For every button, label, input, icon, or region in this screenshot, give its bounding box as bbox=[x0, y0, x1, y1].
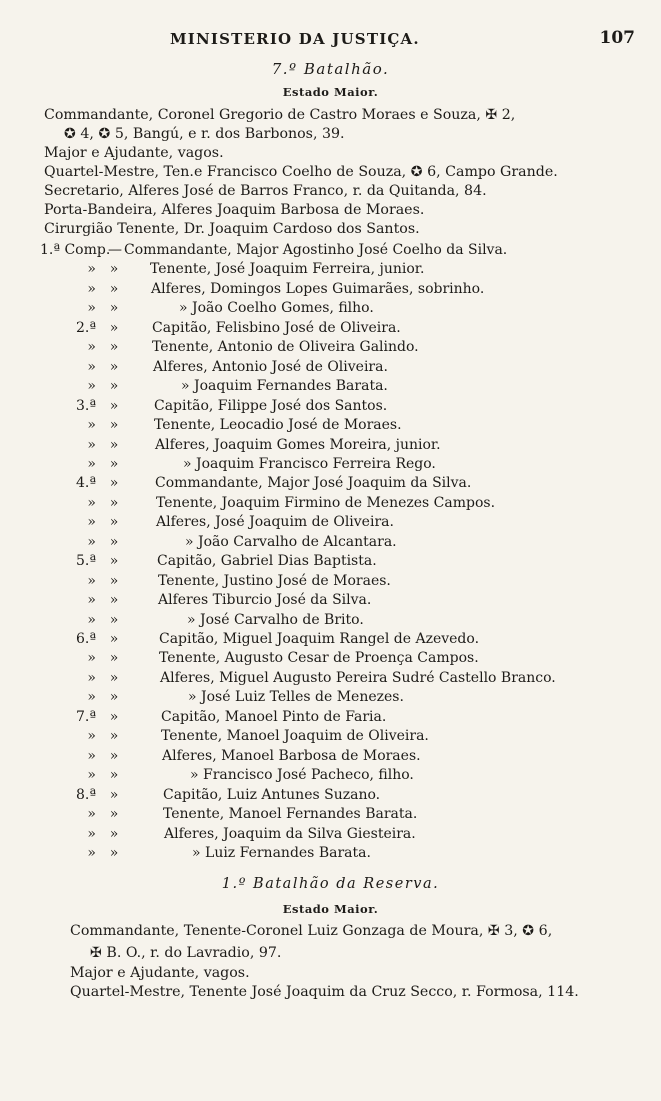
company-row bbox=[0, 416, 661, 435]
company-number: » bbox=[87, 689, 96, 706]
battalion-title: 7.º Batalhão. bbox=[271, 60, 390, 78]
company-number: » bbox=[87, 261, 96, 278]
officer-entry: Tenente, Manoel Joaquim de Oliveira. bbox=[161, 728, 429, 745]
company-number: » bbox=[87, 358, 96, 375]
page-number: 107 bbox=[599, 28, 635, 48]
company-row bbox=[0, 630, 661, 649]
company-row bbox=[0, 533, 661, 552]
reserve-staff-heading: Estado Maior. bbox=[282, 902, 379, 916]
ditto-mark: » bbox=[109, 494, 119, 511]
officer-entry: Alferes, Antonio José de Oliveira. bbox=[153, 358, 388, 375]
company-number: » bbox=[87, 650, 96, 667]
ditto-mark: » bbox=[109, 592, 119, 609]
company-row bbox=[0, 669, 661, 688]
company-row bbox=[0, 688, 661, 707]
staff-line: Cirurgião Tenente, Dr. Joaquim Cardoso dos Santos. bbox=[44, 221, 420, 237]
officer-entry: Commandante, Major José Joaquim da Silva. bbox=[155, 475, 472, 492]
ditto-mark: » bbox=[109, 572, 119, 589]
company-row bbox=[0, 280, 661, 299]
ditto-mark: » bbox=[109, 669, 119, 686]
company-number: 7.ª bbox=[75, 708, 96, 725]
company-row bbox=[0, 299, 661, 318]
ditto-mark: » bbox=[109, 747, 119, 764]
officer-entry: Tenente, Antonio de Oliveira Galindo. bbox=[152, 339, 419, 356]
officer-entry: Capitão, Luiz Antunes Suzano. bbox=[163, 786, 381, 803]
ditto-mark: » bbox=[109, 261, 119, 278]
ditto-mark: » bbox=[109, 358, 119, 375]
ditto-mark: » bbox=[109, 825, 119, 842]
company-row bbox=[0, 591, 661, 610]
company-row bbox=[0, 572, 661, 591]
company-number: » bbox=[87, 592, 96, 609]
company-number: » bbox=[87, 611, 96, 628]
company-row bbox=[0, 397, 661, 416]
company-number: » bbox=[87, 339, 96, 356]
ditto-mark: » bbox=[109, 786, 119, 803]
company-number: » bbox=[87, 533, 96, 550]
company-row bbox=[0, 844, 661, 863]
staff-line: Commandante, Coronel Gregorio de Castro Moraes e Souza, ✠ 2, bbox=[44, 107, 516, 123]
running-title: MINISTERIO DA JUSTIÇA. bbox=[170, 30, 420, 48]
company-row bbox=[0, 786, 661, 805]
staff-line: ✪ 4, ✪ 5, Bangú, e r. dos Barbonos, 39. bbox=[64, 126, 345, 142]
ditto-mark: » bbox=[109, 280, 119, 297]
officer-entry: Capitão, Miguel Joaquim Rangel de Azevedo. bbox=[159, 631, 480, 647]
company-row bbox=[0, 747, 661, 766]
company-number: 2.ª bbox=[75, 319, 96, 336]
ditto-mark: » bbox=[109, 339, 119, 356]
officer-entry: Alferes, José Joaquim de Oliveira. bbox=[156, 514, 394, 531]
company-row bbox=[0, 805, 661, 824]
staff-line: Porta-Bandeira, Alferes Joaquim Barbosa de Moraes. bbox=[44, 202, 425, 218]
officer-entry: » José Luiz Telles de Menezes. bbox=[188, 689, 404, 706]
ditto-mark: » bbox=[109, 300, 119, 317]
staff-line: Secretario, Alferes José de Barros Franco, r. da Quitanda, 84. bbox=[44, 183, 487, 199]
officer-entry: Tenente, Leocadio José de Moraes. bbox=[154, 417, 402, 434]
officer-entry: Alferes, Miguel Augusto Pereira Sudré Castello Branco. bbox=[160, 669, 556, 686]
officer-entry: Alferes, Domingos Lopes Guimarães, sobrinho. bbox=[151, 280, 485, 297]
reserve-staff-line: ✠ B. O., r. do Lavradio, 97. bbox=[90, 945, 282, 961]
company-row bbox=[0, 474, 661, 493]
company-row bbox=[0, 338, 661, 357]
ditto-mark: » bbox=[109, 514, 119, 531]
ditto-mark: » bbox=[109, 650, 119, 667]
ditto-mark: » bbox=[109, 475, 119, 492]
officer-entry: » Luiz Fernandes Barata. bbox=[192, 844, 371, 861]
reserve-staff-line: Quartel-Mestre, Tenente José Joaquim da Cruz Secco, r. Formosa, 114. bbox=[70, 984, 579, 1000]
company-number: » bbox=[87, 417, 96, 434]
company-row bbox=[0, 377, 661, 396]
ditto-mark: » bbox=[109, 708, 119, 725]
company-row bbox=[0, 358, 661, 377]
company-number: 3.ª bbox=[75, 397, 96, 414]
company-row bbox=[0, 766, 661, 785]
company-number: 8.ª bbox=[75, 786, 96, 803]
officer-entry: » João Carvalho de Alcantara. bbox=[185, 533, 397, 550]
ditto-mark: » bbox=[109, 844, 119, 861]
company-number: » bbox=[87, 767, 96, 784]
officer-entry: Capitão, Gabriel Dias Baptista. bbox=[157, 553, 377, 570]
company-number: » bbox=[87, 806, 96, 823]
officer-entry: » João Coelho Gomes, filho. bbox=[179, 300, 374, 317]
staff-line: Major e Ajudante, vagos. bbox=[44, 145, 224, 161]
company-number: » bbox=[87, 669, 96, 686]
company-row bbox=[0, 825, 661, 844]
company-number: » bbox=[87, 494, 96, 511]
officer-entry: Tenente, Joaquim Firmino de Menezes Campos. bbox=[156, 494, 496, 511]
company-number: 5.ª bbox=[75, 553, 96, 570]
ditto-mark: » bbox=[109, 417, 119, 434]
company-number: » bbox=[87, 728, 96, 745]
ditto-mark: » bbox=[109, 533, 119, 550]
ditto-mark: — bbox=[108, 242, 122, 258]
running-header bbox=[0, 26, 661, 52]
company-number: » bbox=[87, 436, 96, 453]
officer-entry: Alferes Tiburcio José da Silva. bbox=[158, 592, 372, 609]
officer-entry: Alferes, Manoel Barbosa de Moraes. bbox=[162, 747, 421, 764]
ditto-mark: » bbox=[109, 455, 119, 472]
ditto-mark: » bbox=[109, 611, 119, 628]
officer-entry: » José Carvalho de Brito. bbox=[187, 611, 364, 628]
company-row bbox=[0, 649, 661, 668]
officer-entry: Alferes, Joaquim da Silva Giesteira. bbox=[164, 825, 416, 842]
company-row bbox=[0, 611, 661, 630]
ditto-mark: » bbox=[109, 436, 119, 453]
ditto-mark: » bbox=[109, 319, 119, 336]
company-row bbox=[0, 513, 661, 532]
company-number: » bbox=[87, 378, 96, 395]
officer-entry: Tenente, Manoel Fernandes Barata. bbox=[163, 806, 418, 823]
company-number: » bbox=[87, 455, 96, 472]
company-row bbox=[0, 708, 661, 727]
ditto-mark: » bbox=[109, 378, 119, 395]
company-row bbox=[0, 241, 661, 260]
reserve-staff-line: Major e Ajudante, vagos. bbox=[70, 965, 250, 981]
officer-entry: Tenente, Justino José de Moraes. bbox=[158, 572, 391, 589]
ditto-mark: » bbox=[109, 631, 119, 647]
company-row bbox=[0, 494, 661, 513]
company-number: » bbox=[87, 280, 96, 297]
officer-entry: Commandante, Major Agostinho José Coelho da Silva. bbox=[124, 242, 508, 258]
ditto-mark: » bbox=[109, 397, 119, 414]
reserve-staff-line: Commandante, Tenente-Coronel Luiz Gonzaga de Moura, ✠ 3, ✪ 6, bbox=[70, 923, 553, 939]
officer-entry: Capitão, Felisbino José de Oliveira. bbox=[152, 319, 401, 336]
company-row bbox=[0, 552, 661, 571]
officer-entry: Alferes, Joaquim Gomes Moreira, junior. bbox=[155, 436, 441, 453]
ditto-mark: » bbox=[109, 728, 119, 745]
company-number: 6.ª bbox=[75, 631, 96, 647]
company-number: » bbox=[87, 747, 96, 764]
ditto-mark: » bbox=[109, 689, 119, 706]
staff-heading: Estado Maior. bbox=[282, 85, 379, 99]
officer-entry: » Joaquim Francisco Ferreira Rego. bbox=[183, 455, 436, 472]
staff-line: Quartel-Mestre, Ten.e Francisco Coelho de Souza, ✪ 6, Campo Grande. bbox=[44, 164, 558, 180]
company-row bbox=[0, 436, 661, 455]
company-number: 1.ª Comp. bbox=[40, 242, 111, 258]
officer-entry: Capitão, Manoel Pinto de Faria. bbox=[161, 708, 387, 725]
company-row bbox=[0, 727, 661, 746]
company-number: » bbox=[87, 300, 96, 317]
officer-entry: » Joaquim Fernandes Barata. bbox=[181, 378, 388, 395]
company-row bbox=[0, 455, 661, 474]
officer-entry: Tenente, Augusto Cesar de Proença Campos. bbox=[159, 650, 479, 667]
company-number: » bbox=[87, 514, 96, 531]
ditto-mark: » bbox=[109, 806, 119, 823]
officer-entry: » Francisco José Pacheco, filho. bbox=[190, 767, 414, 784]
officer-entry: Capitão, Filippe José dos Santos. bbox=[154, 397, 388, 414]
company-number: » bbox=[87, 825, 96, 842]
company-number: 4.ª bbox=[75, 475, 96, 492]
ditto-mark: » bbox=[109, 767, 119, 784]
officer-entry: Tenente, José Joaquim Ferreira, junior. bbox=[150, 261, 425, 278]
company-row bbox=[0, 260, 661, 279]
company-number: » bbox=[87, 572, 96, 589]
company-row bbox=[0, 319, 661, 338]
company-number: » bbox=[87, 844, 96, 861]
ditto-mark: » bbox=[109, 553, 119, 570]
reserve-title: 1.º Batalhão da Reserva. bbox=[221, 876, 440, 892]
